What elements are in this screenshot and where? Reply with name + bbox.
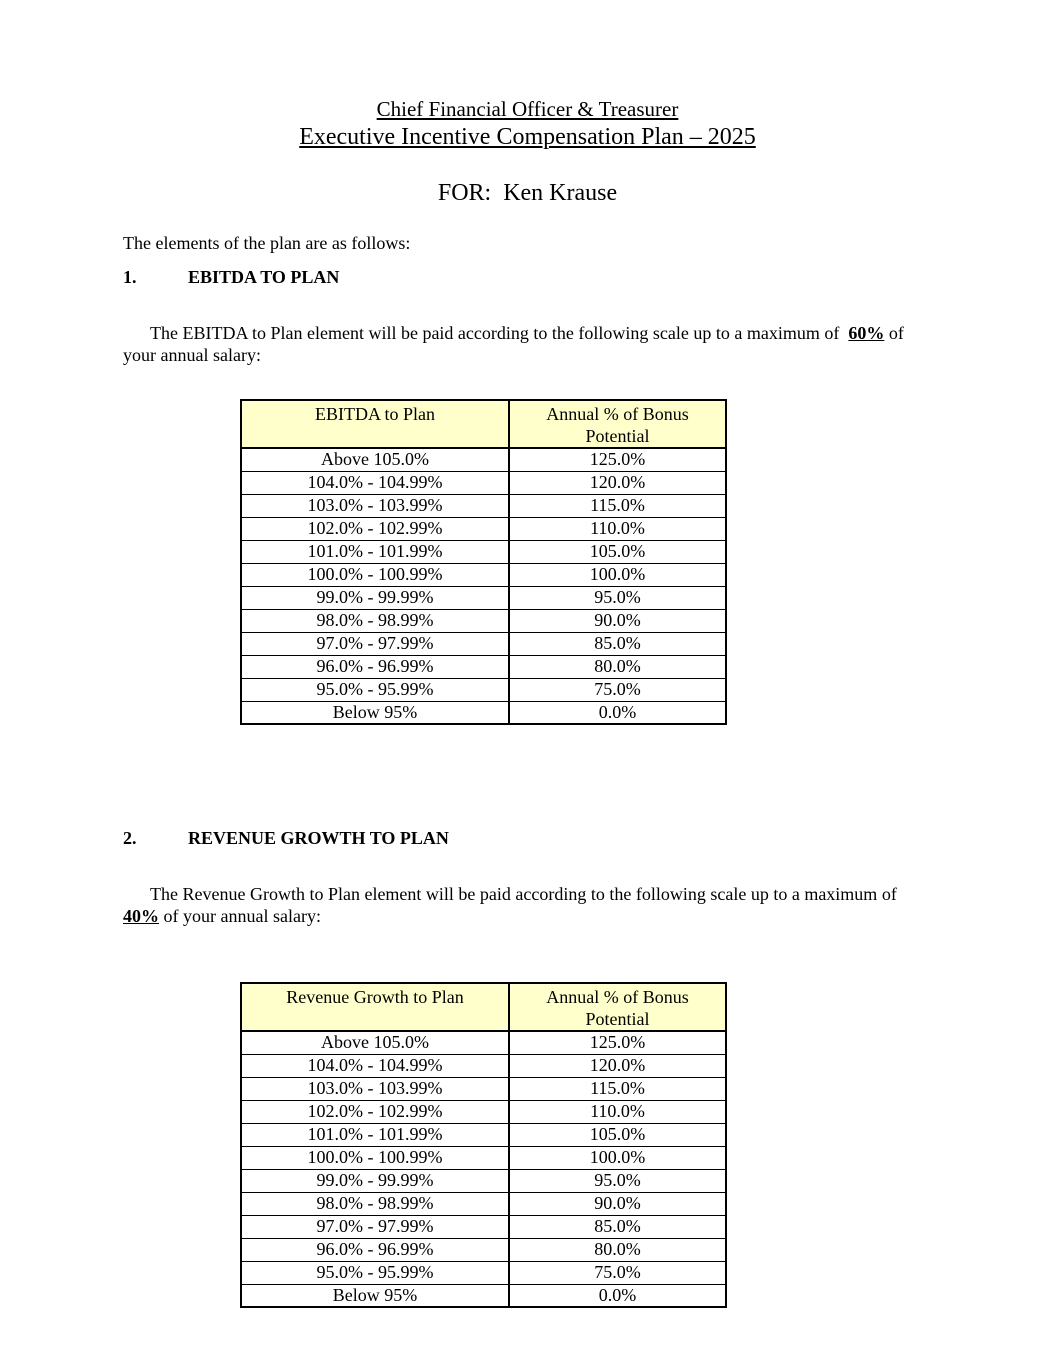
table-row [241,1077,726,1100]
bonus-cell: 90.0% [509,1192,726,1215]
table-body [241,448,726,724]
table-row [241,563,726,586]
range-cell: 103.0% - 103.99% [241,494,509,517]
title-line1-text: Chief Financial Officer & Treasurer [376,97,679,121]
range-cell: 103.0% - 103.99% [241,1077,509,1100]
range-cell: 101.0% - 101.99% [241,540,509,563]
bonus-cell: 125.0% [509,448,726,471]
table-row [241,1100,726,1123]
table-row [241,448,726,471]
table-row [241,1192,726,1215]
bonus-cell: 110.0% [509,517,726,540]
bonus-cell: 0.0% [509,1284,726,1307]
recipient-line: FOR: Ken Krause [437,180,618,206]
table-col1-header: EBITDA to Plan [241,400,509,448]
range-cell: 96.0% - 96.99% [241,655,509,678]
range-cell: 104.0% - 104.99% [241,1054,509,1077]
table-row [241,471,726,494]
bonus-cell: 105.0% [509,540,726,563]
table-col2-header: Annual % of Bonus Potential [509,400,726,448]
range-cell: 95.0% - 95.99% [241,1261,509,1284]
table-row [241,1261,726,1284]
bonus-cell: 75.0% [509,678,726,701]
section-heading-row [123,266,932,288]
range-cell: 98.0% - 98.99% [241,609,509,632]
range-cell: 98.0% - 98.99% [241,1192,509,1215]
bonus-cell: 75.0% [509,1261,726,1284]
table-col1-header: Revenue Growth to Plan [241,983,509,1031]
bonus-cell: 100.0% [509,1146,726,1169]
section-heading: REVENUE GROWTH TO PLAN [188,828,449,848]
bonus-scale-table [240,399,727,725]
table-row [241,1146,726,1169]
section-paragraph [123,861,932,949]
range-cell: 97.0% - 97.99% [241,1215,509,1238]
table-col2-header: Annual % of Bonus Potential [509,983,726,1031]
bonus-cell: 105.0% [509,1123,726,1146]
document-title-line1 [123,96,932,122]
bonus-cell: 120.0% [509,471,726,494]
bonus-cell: 0.0% [509,701,726,724]
bonus-cell: 125.0% [509,1031,726,1054]
table-row [241,1238,726,1261]
range-cell: 97.0% - 97.99% [241,632,509,655]
table-header-row [241,400,726,448]
section-heading: EBITDA TO PLAN [188,267,340,287]
range-cell: Above 105.0% [241,448,509,471]
plan-section [123,266,932,725]
table-row [241,655,726,678]
bonus-cell: 80.0% [509,655,726,678]
range-cell: 100.0% - 100.99% [241,563,509,586]
bonus-cell: 115.0% [509,1077,726,1100]
range-cell: 99.0% - 99.99% [241,586,509,609]
intro-paragraph: The elements of the plan are as follows: [123,233,411,253]
table-row [241,1031,726,1054]
document-title-line2 [123,122,932,152]
section-number: 1. [123,267,137,287]
sections-container [123,266,932,1308]
section-heading-row [123,827,932,849]
table-row [241,517,726,540]
para-after: of your annual salary: [123,323,909,365]
bonus-cell: 100.0% [509,563,726,586]
range-cell: 101.0% - 101.99% [241,1123,509,1146]
range-cell: 102.0% - 102.99% [241,517,509,540]
para-emphasis: 60% [848,323,885,343]
bonus-cell: 95.0% [509,586,726,609]
plan-section [123,827,932,1308]
table-row [241,1169,726,1192]
section-number: 2. [123,828,137,848]
bonus-cell: 95.0% [509,1169,726,1192]
bonus-cell: 80.0% [509,1238,726,1261]
title-line2-text: Executive Incentive Compensation Plan – 2025 [299,124,756,150]
range-cell: 95.0% - 95.99% [241,678,509,701]
table-row [241,701,726,724]
bonus-cell: 85.0% [509,1215,726,1238]
para-after: of your annual salary: [159,906,321,926]
table-row [241,609,726,632]
range-cell: Below 95% [241,701,509,724]
table-body [241,1031,726,1307]
table-row [241,678,726,701]
range-cell: 99.0% - 99.99% [241,1169,509,1192]
table-row [241,494,726,517]
bonus-scale-table [240,982,727,1308]
bonus-cell: 115.0% [509,494,726,517]
bonus-cell: 120.0% [509,1054,726,1077]
range-cell: Below 95% [241,1284,509,1307]
range-cell: 100.0% - 100.99% [241,1146,509,1169]
table-row [241,632,726,655]
para-emphasis: 40% [123,906,159,926]
para-before: The Revenue Growth to Plan element will be paid according to the following scale up to a maximum of [150,884,902,904]
table-row [241,1054,726,1077]
range-cell: 104.0% - 104.99% [241,471,509,494]
table-row [241,586,726,609]
para-before: The EBITDA to Plan element will be paid according to the following scale up to a maximum of [150,323,849,343]
table-row [241,1215,726,1238]
table-row [241,1123,726,1146]
table-header-row [241,983,726,1031]
bonus-cell: 110.0% [509,1100,726,1123]
table-row [241,540,726,563]
range-cell: 96.0% - 96.99% [241,1238,509,1261]
range-cell: Above 105.0% [241,1031,509,1054]
range-cell: 102.0% - 102.99% [241,1100,509,1123]
bonus-cell: 90.0% [509,609,726,632]
section-paragraph [123,300,932,388]
table-row [241,1284,726,1307]
bonus-cell: 85.0% [509,632,726,655]
